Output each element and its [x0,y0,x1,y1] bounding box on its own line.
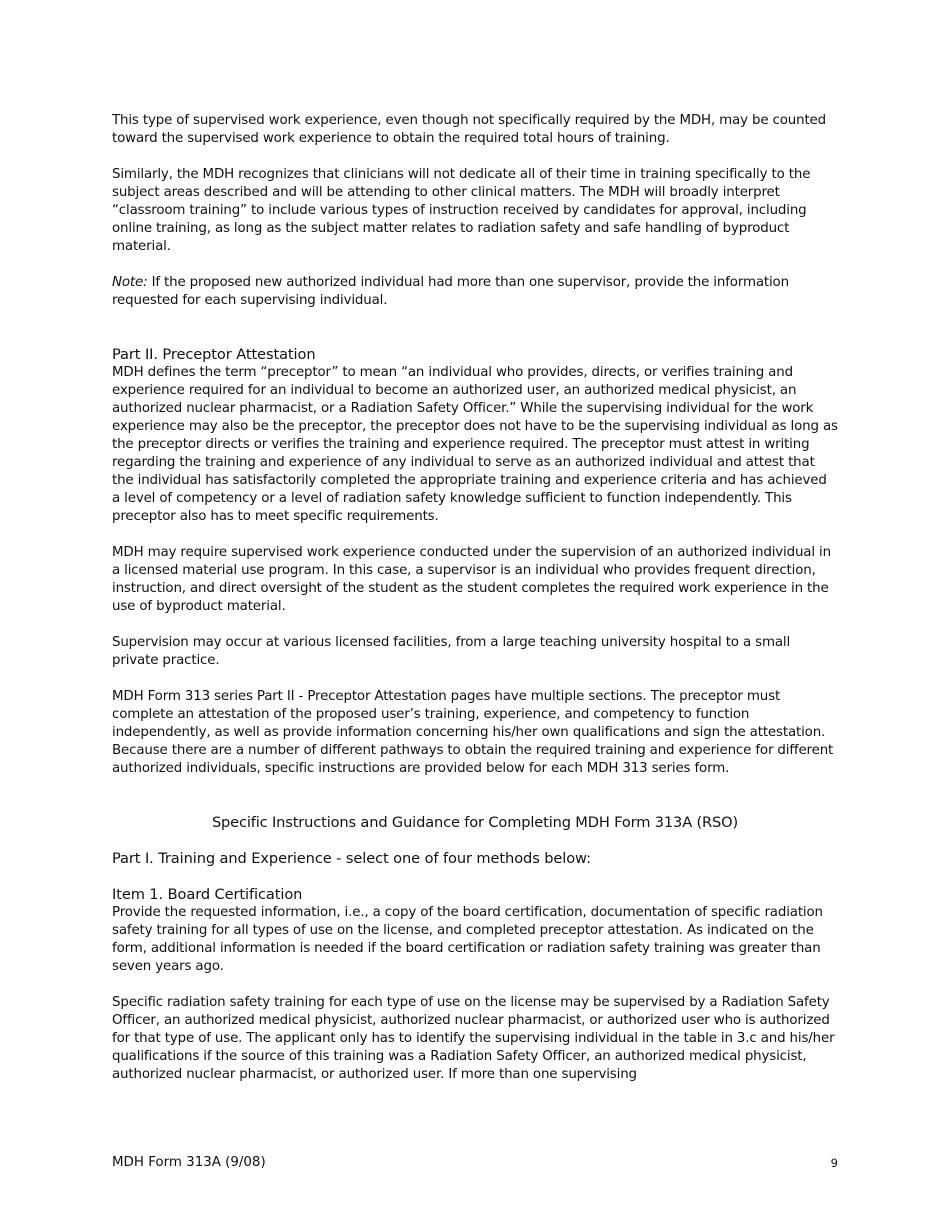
paragraph-supervision-requirement: MDH may require supervised work experience conducted under the supervision of an authorized individual in a licensed material use program. In this case, a supervisor is an individual who provides frequent direction, instruction, and direct oversight of the student as the student completes the required work experience in the use of byproduct material. [112,545,831,614]
footer-form-id: MDH Form 313A (9/08) [112,1155,266,1170]
paragraph-supervision-locations: Supervision may occur at various licensed facilities, from a large teaching university hospital to a small private practice. [112,635,791,668]
item1-heading: Item 1. Board Certification [112,886,303,903]
paragraph-supervised-work: This type of supervised work experience, even though not specifically required by the MDH, may be counted toward the supervised work experience to obtain the required total hours of training. [112,113,826,146]
document-body [112,112,838,1084]
part2-heading: Part II. Preceptor Attestation [112,346,316,363]
paragraph-note [112,274,838,310]
note-label: Note: [112,275,148,290]
note-text: If the proposed new authorized individual had more than one supervisor, provide the information requested for each supervising individual. [112,275,789,308]
specific-instructions-title: Specific Instructions and Guidance for Completing MDH Form 313A (RSO) [211,814,739,831]
part1-heading: Part I. Training and Experience - select one of four methods below: [112,850,591,867]
paragraph-radiation-safety-training: Specific radiation safety training for each type of use on the license may be supervised by a Radiation Safety Officer, an authorized medical physicist, authorized nuclear pharmacist, or authorized user who is authorized for that type of use. The applicant only has to identify the supervising individual in the table in 3.c and his/her qualifications if the source of this training was a Radiation Safety Officer, an authorized medical physicist, authorized nuclear pharmacist, or authorized user. If more than one supervising [112,995,835,1082]
paragraph-preceptor-definition: MDH defines the term “preceptor” to mean “an individual who provides, directs, or verifies training and experience required for an individual to become an authorized user, an authorized medical physicist, an authorized nuclear pharmacist, or a Radiation Safety Officer.” While the supervising individual for the work experience may also be the preceptor, the preceptor does not have to be the supervising individual as long as the preceptor directs or verifies the training and experience required. The preceptor must attest in writing regarding the training and experience of any individual to serve as an authorized individual and attest that the individual has satisfactorily completed the appropriate training and experience criteria and has achieved a level of competency or a level of radiation safety knowledge sufficient to function independently. This preceptor also has to meet specific requirements. [112,365,838,524]
paragraph-board-certification: Provide the requested information, i.e., a copy of the board certification, documentation of specific radiation safety training for all types of use on the license, and completed preceptor attestation. As indicated on the form, additional information is needed if the board certification or radiation safety training was greater than seven years ago. [112,905,823,974]
paragraph-preceptor-attestation-pages: MDH Form 313 series Part II - Preceptor Attestation pages have multiple sections. The preceptor must complete an attestation of the proposed user’s training, experience, and competency to function independently, as well as provide information concerning his/her own qualifications and sign the attestation. Because there are a number of different pathways to obtain the required training and experience for different authorized individuals, specific instructions are provided below for each MDH 313 series form. [112,689,834,776]
footer-page-number: 9 [830,1156,838,1170]
paragraph-classroom-training: Similarly, the MDH recognizes that clinicians will not dedicate all of their time in training specifically to the subject areas described and will be attending to other clinical matters. The MDH will broadly interpret “classroom training” to include various types of instruction received by candidates for approval, including online training, as long as the subject matter relates to radiation safety and safe handling of byproduct material. [112,167,811,254]
